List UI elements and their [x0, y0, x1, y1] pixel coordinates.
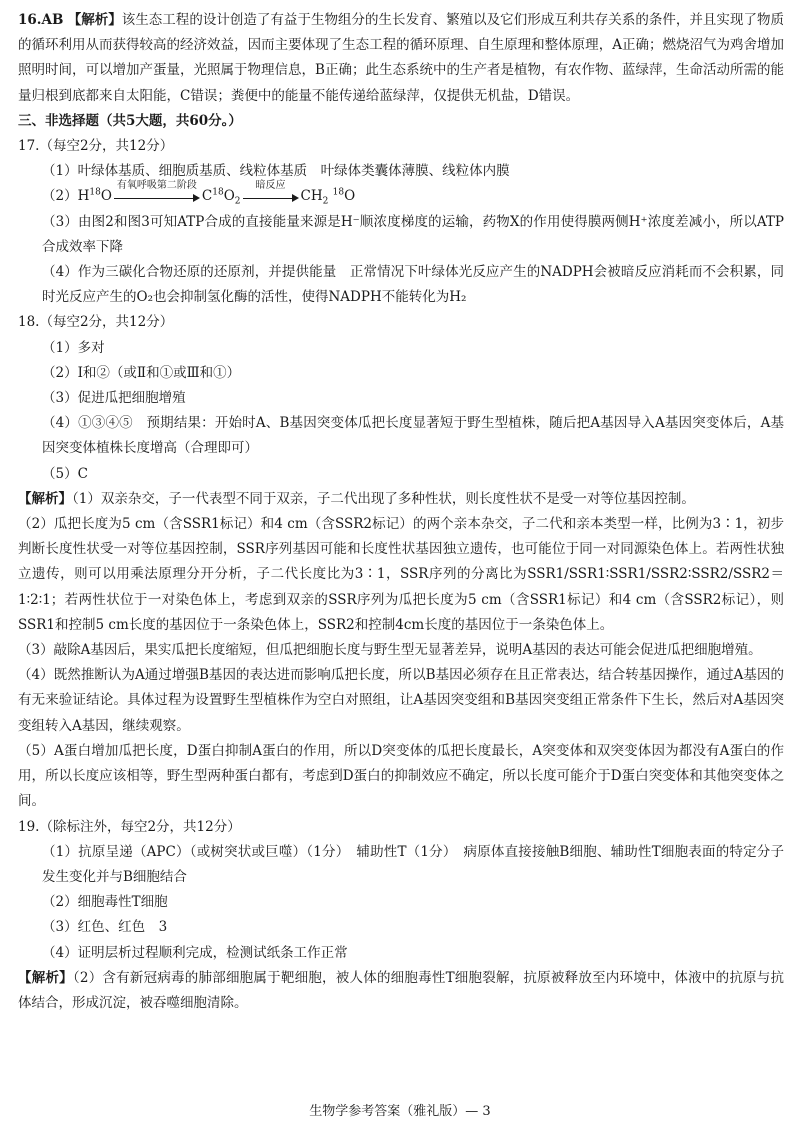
formula-o2: O: [223, 188, 235, 205]
isotope-18: 18: [212, 187, 224, 198]
q19-answer-2: （2）细胞毒性T细胞: [42, 894, 168, 911]
q18-explanation-5: （5）A蛋白增加瓜把长度，D蛋白抑制A蛋白的作用，所以D突变体的瓜把长度最长，A突变体和双突变体因为都没有A蛋白的作用，所以长度应该相等，野生型两种蛋白都有，考虑到D蛋白的抑制效应不确定，所以长度可能介于D蛋白突变体和其他突变体之间。: [18, 742, 784, 810]
q17-answer-2: [18, 179, 784, 209]
answer-page: [18, 8, 784, 1016]
q16-jiexi-label: 【解析】: [67, 12, 122, 28]
reaction-arrow-1: [114, 179, 200, 204]
q17-header: 17.（每空2分，共12分）: [18, 138, 174, 155]
arrow-2-label: 暗反应: [255, 179, 286, 191]
q18-explanation-1: [18, 487, 784, 512]
q18-explanation-1-text: （1）双亲杂交，子一代表型不同于双亲，子二代出现了多种性状，则长度性状不是受一对等位基因控制。: [72, 490, 695, 507]
formula-c: C: [201, 188, 213, 205]
formula-o: O: [100, 188, 112, 205]
q19-answer-1: （1）抗原呈递（APC）（或树突状或巨噬）（1分） 辅助性T（1分） 病原体直接接触B细胞、辅助性T细胞表面的特定分子发生变化并与B细胞结合: [42, 843, 784, 885]
q17-answer-1: （1）叶绿体基质、细胞质基质、线粒体基质 叶绿体类囊体薄膜、线粒体内膜: [42, 163, 510, 180]
q18-answer-1: （1）多对: [42, 339, 105, 356]
q18-header: 18.（每空2分，共12分）: [18, 314, 174, 331]
q18-explanation-3: （3）敲除A基因后，果实瓜把长度缩短，但瓜把细胞长度与野生型无显著差异，说明A基因的表达可能会促进瓜把细胞增殖。: [18, 642, 762, 659]
isotope-18: 18: [89, 187, 101, 198]
subscript-2: 2: [234, 197, 241, 208]
page-footer: 生物学参考答案（雅礼版）— 3: [309, 1104, 491, 1119]
q19-explanation-2-text: （2）含有新冠病毒的肺部细胞属于靶细胞，被人体的细胞毒性T细胞裂解，抗原被释放至内环境中，体液中的抗原与抗体结合，形成沉淀，被吞噬细胞清除。: [18, 969, 785, 1011]
isotope-18: 18: [332, 187, 345, 198]
reaction-arrow-2: [243, 179, 299, 204]
q18-answer-2: （2）Ⅰ和②（或Ⅱ和①或Ⅲ和①）: [42, 364, 241, 381]
q17-answer-3: （3）由图2和图3可知ATP合成的直接能量来源是H⁻顺浓度梯度的运输，药物X的作用使得膜两侧H⁺浓度差减小，所以ATP合成效率下降: [42, 213, 784, 255]
formula-o3: O: [344, 188, 356, 205]
arrow-1-label: 有氧呼吸第二阶段: [116, 179, 197, 191]
q19-answer-4: （4）证明层析过程顺利完成，检测试纸条工作正常: [42, 944, 348, 961]
formula-h: （2）H: [42, 188, 90, 205]
q16-paragraph: [18, 8, 784, 109]
formula-ch: CH: [300, 188, 323, 205]
q19-explanation-2: [18, 966, 784, 1016]
q18-jiexi-label: 【解析】: [18, 490, 72, 507]
q18-answer-3: （3）促进瓜把细胞增殖: [42, 390, 186, 407]
q16-explanation: 该生态工程的设计创造了有益于生物组分的生长发育、繁殖以及它们形成互利共存关系的条件，并且实现了物质的循环利用从而获得较高的经济效益，因而主要体现了生态工程的循环原理、自生原理和整体原理，A正确；燃烧沼气为鸡舍增加照明时间，可以增加产蛋量，光照属于物理信息，B正确；此生态系统中的生产者是植物，有农作物、蓝绿萍，生命活动所需的能量归根到底都来自太阳能，C错误；粪便中的能量不能传递给蓝绿萍，仅提供无机盐，D错误。: [18, 12, 784, 104]
q19-answer-3: （3）红色、红色 3: [42, 919, 168, 936]
q19-header: 19.（除标注外，每空2分，共12分）: [18, 818, 241, 835]
q18-answer-4: （4）①③④⑤ 预期结果：开始时A、B基因突变体瓜把长度显著短于野生型植株，随后把A基因导入A基因突变体后，A基因突变体植株长度增高（合理即可）: [42, 415, 784, 457]
q18-explanation-2: （2）瓜把长度为5 cm（含SSR1标记）和4 cm（含SSR2标记）的两个亲本杂交，子二代和亲本类型一样，比例为3∶1，初步判断长度性状受一对等位基因控制，SSR序列基因可能和长度性状基因独立遗传，也可能位于同一对同源染色体上。若两性状独立遗传，则可以用乘法原理分开分析，子二代长度比为3∶1，SSR序列的分离比为SSR1/SSR1∶SSR1/SSR2∶SSR2/SSR2＝1∶2∶1；若两性状位于一对染色体上，考虑到双亲的SSR序列为瓜把长度为5 cm（含SSR1标记）和4 cm（含SSR2标记），则SSR1和控制5 cm长度的基因位于一条染色体上，SSR2和控制4cm长度的基因位于一条染色体上。: [18, 516, 784, 633]
subscript-2: 2: [322, 197, 329, 208]
section3-title: 三、非选择题（共5大题，共60分。）: [18, 112, 242, 129]
q18-answer-5: （5）C: [42, 465, 88, 482]
q17-answer-4: （4）作为三碳化合物还原的还原剂，并提供能量 正常情况下叶绿体光反应产生的NADPH会被暗反应消耗而不会积累，同时光反应产生的O₂也会抑制氢化酶的活性，使得NADPH不能转化为H₂: [42, 264, 784, 306]
q18-explanation-4: （4）既然推断认为A通过增强B基因的表达进而影响瓜把长度，所以B基因必须存在且正常表达，结合转基因操作，通过A基因的有无来验证结论。具体过程为设置野生型植株作为空白对照组，让A基因突变组和B基因突变组正常条件下生长，然后对A基因突变组转入A基因，继续观察。: [18, 667, 784, 734]
q19-jiexi-label: 【解析】: [18, 969, 73, 986]
q16-answer: 16.AB: [18, 12, 64, 28]
